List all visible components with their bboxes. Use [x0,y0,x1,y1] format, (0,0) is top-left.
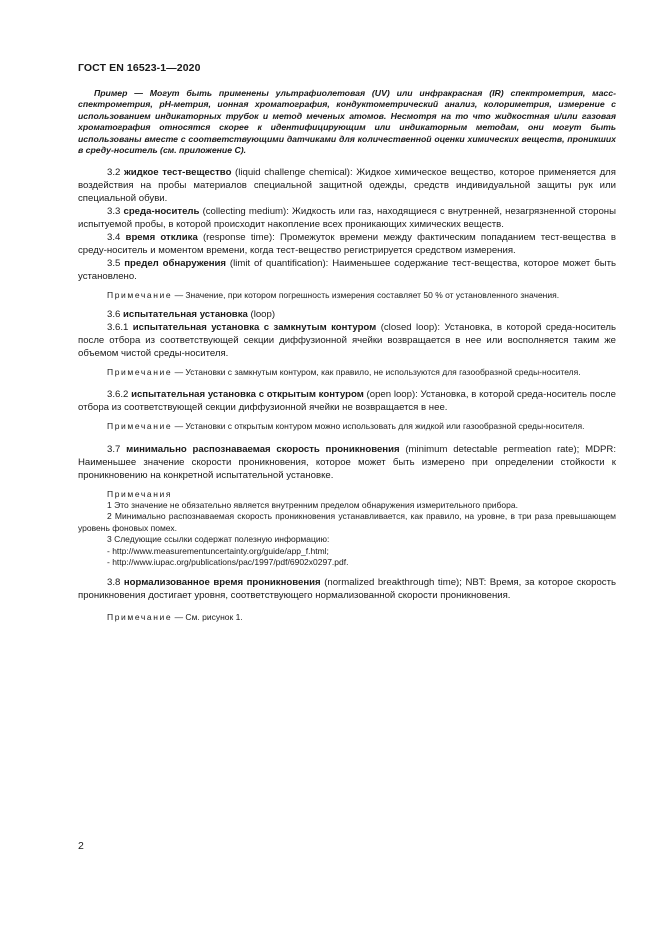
clause-number: 3.4 [107,232,121,244]
definition-text: (limit of quantification): Наименьшее содержание тест-вещества, которое может быть установлено. [78,258,616,283]
clause-number: 3.6 [107,308,121,320]
notes-label: Примечания [107,488,173,499]
note-label: Примечание [107,421,173,432]
term: жидкое тест-вещество [123,167,232,179]
definition-3-6-1 [78,321,616,360]
note-3-8 [78,612,616,623]
clause-number: 3.2 [107,167,121,179]
note-link-2[interactable]: - http://www.iupac.org/publications/pac/1997/pdf/6902x0297.pdf. [107,557,349,568]
note-text: — См. рисунок 1. [172,611,243,622]
note-item-1: 1 Это значение не обязательно является внутренним пределом обнаружения измерительного прибора. [107,500,518,511]
definition-text: (loop) [247,308,276,320]
term: время отклика [125,232,198,244]
example-label: Пример — [94,88,143,98]
note-text: — Установки с замкнутым контуром, как правило, не используются для газообразной среды-носителя. [172,366,581,377]
document-body [78,88,616,629]
note-link-1[interactable]: - http://www.measurementuncertainty.org/guide/app_f.html; [107,545,329,556]
clause-number: 3.8 [107,576,121,588]
note-label: Примечание [107,290,173,301]
definition-3-3 [78,205,616,231]
note-item-2: 2 Минимально распознаваемая скорость проникновения устанавливается, как правило, на уровне, в три раза превышающем уровень фоновых помех. [78,511,616,533]
definition-3-7 [78,443,616,482]
term: нормализованное время проникновения [123,576,321,588]
clause-number: 3.6.2 [107,389,129,401]
note-3-6-2 [78,421,616,432]
definition-3-6 [78,308,616,321]
definition-text: (response time): Промежуток времени между фактическим попаданием тест-вещества в среду-носитель и моментом времени, когда тест-вещество регистрируется средством измерения. [78,232,616,257]
note-3-6-1 [78,367,616,378]
definition-3-6-2 [78,388,616,414]
note-item-3: 3 Следующие ссылки содержат полезную информацию: [107,534,330,545]
example-text: Могут быть применены ультрафиолетовая (UV) или инфракрасная (IR) спектрометрия, масс-спектрометрия, pH-метрия, ионная хроматография, кондуктометрический анализ, колориметрия, измерение с использованием индикаторных трубок и метод меченых атомов. Несмотря на то что жидкостная и/или газовая хроматография относятся скорее к идентифицирующим или индикаторным методам, они могут быть использованы вместе с соответствующими датчиками для количественной оценки химических веществ, проникших в среду-носитель (см. приложение С). [78,88,616,156]
term: минимально распознаваемая скорость проникновения [126,443,400,455]
note-label: Примечание [107,611,173,622]
clause-number: 3.3 [107,206,121,218]
clause-number: 3.7 [107,443,121,455]
clause-number: 3.6.1 [107,321,129,333]
note-label: Примечание [107,366,173,377]
term: испытательная установка [123,308,248,320]
definition-3-2 [78,166,616,205]
term: среда-носитель [123,206,200,218]
clause-number: 3.5 [107,258,121,270]
note-text: — Значение, при котором погрешность измерения составляет 50 % от установленного значения. [172,290,560,301]
page-number: 2 [78,840,84,852]
definition-3-5 [78,257,616,283]
definition-3-4 [78,231,616,257]
definition-text: (liquid challenge chemical): Жидкое химическое вещество, которое применяется для воздействия на пробы материалов специальной защитной одежды, средств индивидуальной защиты рук или специальной обуви. [78,167,616,205]
note-3-5 [78,290,616,301]
definition-text: (minimum detectable permeation rate); MDPR: Наименьшее значение скорости проникновения, которое может быть измерено при определении стойкости к проникновению на конкретной испытательной установке. [78,443,616,481]
document-header: ГОСТ EN 16523-1—2020 [78,62,201,74]
note-text: — Установки с открытым контуром можно использовать для жидкой или газообразной среды-носителя. [172,421,585,432]
example-paragraph [78,88,616,156]
term: испытательная установка с открытым контуром [131,389,364,401]
definition-text: (open loop): Установка, в которой среда-носитель после отбора из соответствующей секции диффузионной ячейки не возвращается в нее. [78,389,616,414]
notes-heading [78,489,616,500]
definition-text: (normalized breakthrough time); NBT: Время, за которое скорость проникновения достигает уровня, соответствующего нормализованной скорости проникновения. [78,576,616,601]
definition-text: (closed loop): Установка, в которой среда-носитель после отбора из соответствующей секции диффузионной ячейки возвращается в нее или восполняется таким же объемом чистой среды-носителя. [78,321,616,359]
term: испытательная установка с замкнутым контуром [132,321,377,333]
definition-text: (collecting medium): Жидкость или газ, находящиеся с внутренней, незагрязненной стороны испытуемой пробы, в которой происходит накопление всех проникающих химических веществ. [78,206,616,231]
definition-3-8 [78,576,616,602]
term: предел обнаружения [124,258,227,270]
